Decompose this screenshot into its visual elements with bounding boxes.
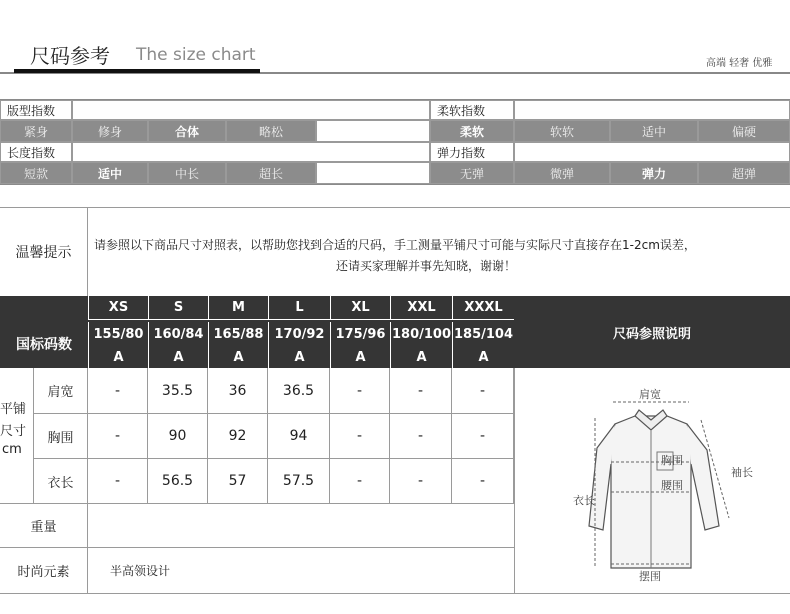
table-cell: 36.5 [268, 368, 330, 414]
diagram-hem-label: 摆围 [639, 570, 661, 583]
intl-size-top-xl: 175/96 [330, 322, 390, 346]
table-cell: - [390, 459, 452, 504]
elastic-index-empty [514, 142, 790, 162]
fit-index-empty [72, 100, 430, 120]
length-index-empty [72, 142, 430, 162]
table-cell: - [452, 459, 514, 504]
diagram-waist-label: 腰围 [661, 479, 683, 492]
elastic-option-slight: 微弹 [514, 162, 610, 184]
table-cell: - [88, 368, 148, 414]
table-cell: - [330, 459, 390, 504]
flat-size-line-2: 尺寸 [0, 424, 27, 439]
table-cell: - [330, 414, 390, 459]
elastic-option-none: 无弹 [430, 162, 514, 184]
tip-label-text: 温馨提示 [15, 245, 72, 261]
fit-option-tight: 紧身 [0, 120, 72, 142]
tip-line-2: 还请买家理解并事先知晓，谢谢！ [336, 259, 517, 273]
size-header-xxl: XXL [390, 296, 452, 320]
length-option-long: 超长 [226, 162, 316, 184]
intl-size-bottom-xl: A [330, 346, 390, 368]
table-cell: 57 [208, 459, 268, 504]
page-header [0, 0, 790, 80]
tip-label [0, 208, 88, 296]
elastic-option-super: 超弹 [698, 162, 790, 184]
intl-size-bottom-xs: A [88, 346, 148, 368]
fit-option-slim: 修身 [72, 120, 148, 142]
table-cell: - [452, 414, 514, 459]
intl-size-top-xs: 155/80 [88, 322, 148, 346]
fit-option-blank [316, 120, 430, 142]
elastic-option-stretch: 弹力 [610, 162, 698, 184]
weight-label: 重量 [0, 504, 88, 548]
index-table-bottom-line [0, 184, 790, 185]
diagram-sleeve-label: 袖长 [731, 466, 753, 479]
intl-size-bottom-s: A [148, 346, 208, 368]
intl-size-top-s: 160/84 [148, 322, 208, 346]
size-header-xl: XL [330, 296, 390, 320]
table-cell: 90 [148, 414, 208, 459]
weight-value [88, 504, 514, 548]
soft-option-medium: 适中 [610, 120, 698, 142]
size-header-s: S [148, 296, 208, 320]
row-label-0: 肩宽 [34, 368, 88, 414]
intl-size-bottom-l: A [268, 346, 330, 368]
table-cell: - [390, 368, 452, 414]
length-option-medium: 适中 [72, 162, 148, 184]
intl-size-top-xxxl: 185/104 [452, 322, 514, 346]
shirt-diagram [515, 368, 790, 594]
fit-index-label: 版型指数 [0, 100, 72, 120]
header-tags: 高端 轻奢 优雅 [706, 58, 773, 69]
soft-option-soft: 柔软 [430, 120, 514, 142]
intl-size-top-l: 170/92 [268, 322, 330, 346]
size-reference-label: 尺码参照说明 [514, 296, 790, 368]
table-cell: 92 [208, 414, 268, 459]
page-subtitle: The size chart [136, 45, 256, 65]
intl-size-top-m: 165/88 [208, 322, 268, 346]
softness-index-label: 柔软指数 [430, 100, 514, 120]
flat-size-line-3: cm [2, 442, 22, 457]
size-header-xxxl: XXXL [452, 296, 514, 320]
intl-size-label: 国标码数 [0, 320, 88, 368]
intl-size-bottom-m: A [208, 346, 268, 368]
diagram-chest-label: 胸围 [661, 454, 683, 467]
diagram-length-label: 衣长 [573, 494, 595, 507]
table-cell: - [88, 414, 148, 459]
diagram-shoulder-label: 肩宽 [639, 388, 661, 401]
size-header-l: L [268, 296, 330, 320]
tip-line-1: 请参照以下商品尺寸对照表，以帮助您找到合适的尺码，手工测量平铺尺寸可能与实际尺寸直接存在1-2cm误差， [94, 238, 696, 252]
intl-size-bottom-xxl: A [390, 346, 452, 368]
softness-index-empty [514, 100, 790, 120]
table-cell: 57.5 [268, 459, 330, 504]
row-label-1: 胸围 [34, 414, 88, 459]
table-cell: - [452, 368, 514, 414]
fit-option-regular: 合体 [148, 120, 226, 142]
row-label-2: 衣长 [34, 459, 88, 504]
intl-size-top-xxl: 180/100 [390, 322, 452, 346]
page-title: 尺码参考 [30, 44, 110, 68]
table-cell: - [390, 414, 452, 459]
shirt-right-sleeve [687, 424, 719, 530]
table-cell: 56.5 [148, 459, 208, 504]
table-cell: 36 [208, 368, 268, 414]
length-option-blank [316, 162, 430, 184]
table-cell: - [330, 368, 390, 414]
length-index-label: 长度指数 [0, 142, 72, 162]
size-reference-panel [514, 368, 790, 594]
table-cell: 94 [268, 414, 330, 459]
intl-size-bottom-xxxl: A [452, 346, 514, 368]
table-cell: - [88, 459, 148, 504]
length-option-short: 短款 [0, 162, 72, 184]
size-header-xs: XS [88, 296, 148, 320]
style-value: 半高领设计 [88, 548, 514, 594]
soft-option-hard: 偏硬 [698, 120, 790, 142]
fit-option-loose: 略松 [226, 120, 316, 142]
tip-section-rule [0, 207, 790, 208]
header-rule-accent [14, 69, 260, 73]
size-header-m: M [208, 296, 268, 320]
elastic-index-label: 弹力指数 [430, 142, 514, 162]
flat-size-line-1: 平铺 [0, 402, 27, 417]
soft-option-softish: 软软 [514, 120, 610, 142]
flat-size-label [0, 368, 34, 504]
table-cell: 35.5 [148, 368, 208, 414]
length-option-midlong: 中长 [148, 162, 226, 184]
style-label: 时尚元素 [0, 548, 88, 594]
